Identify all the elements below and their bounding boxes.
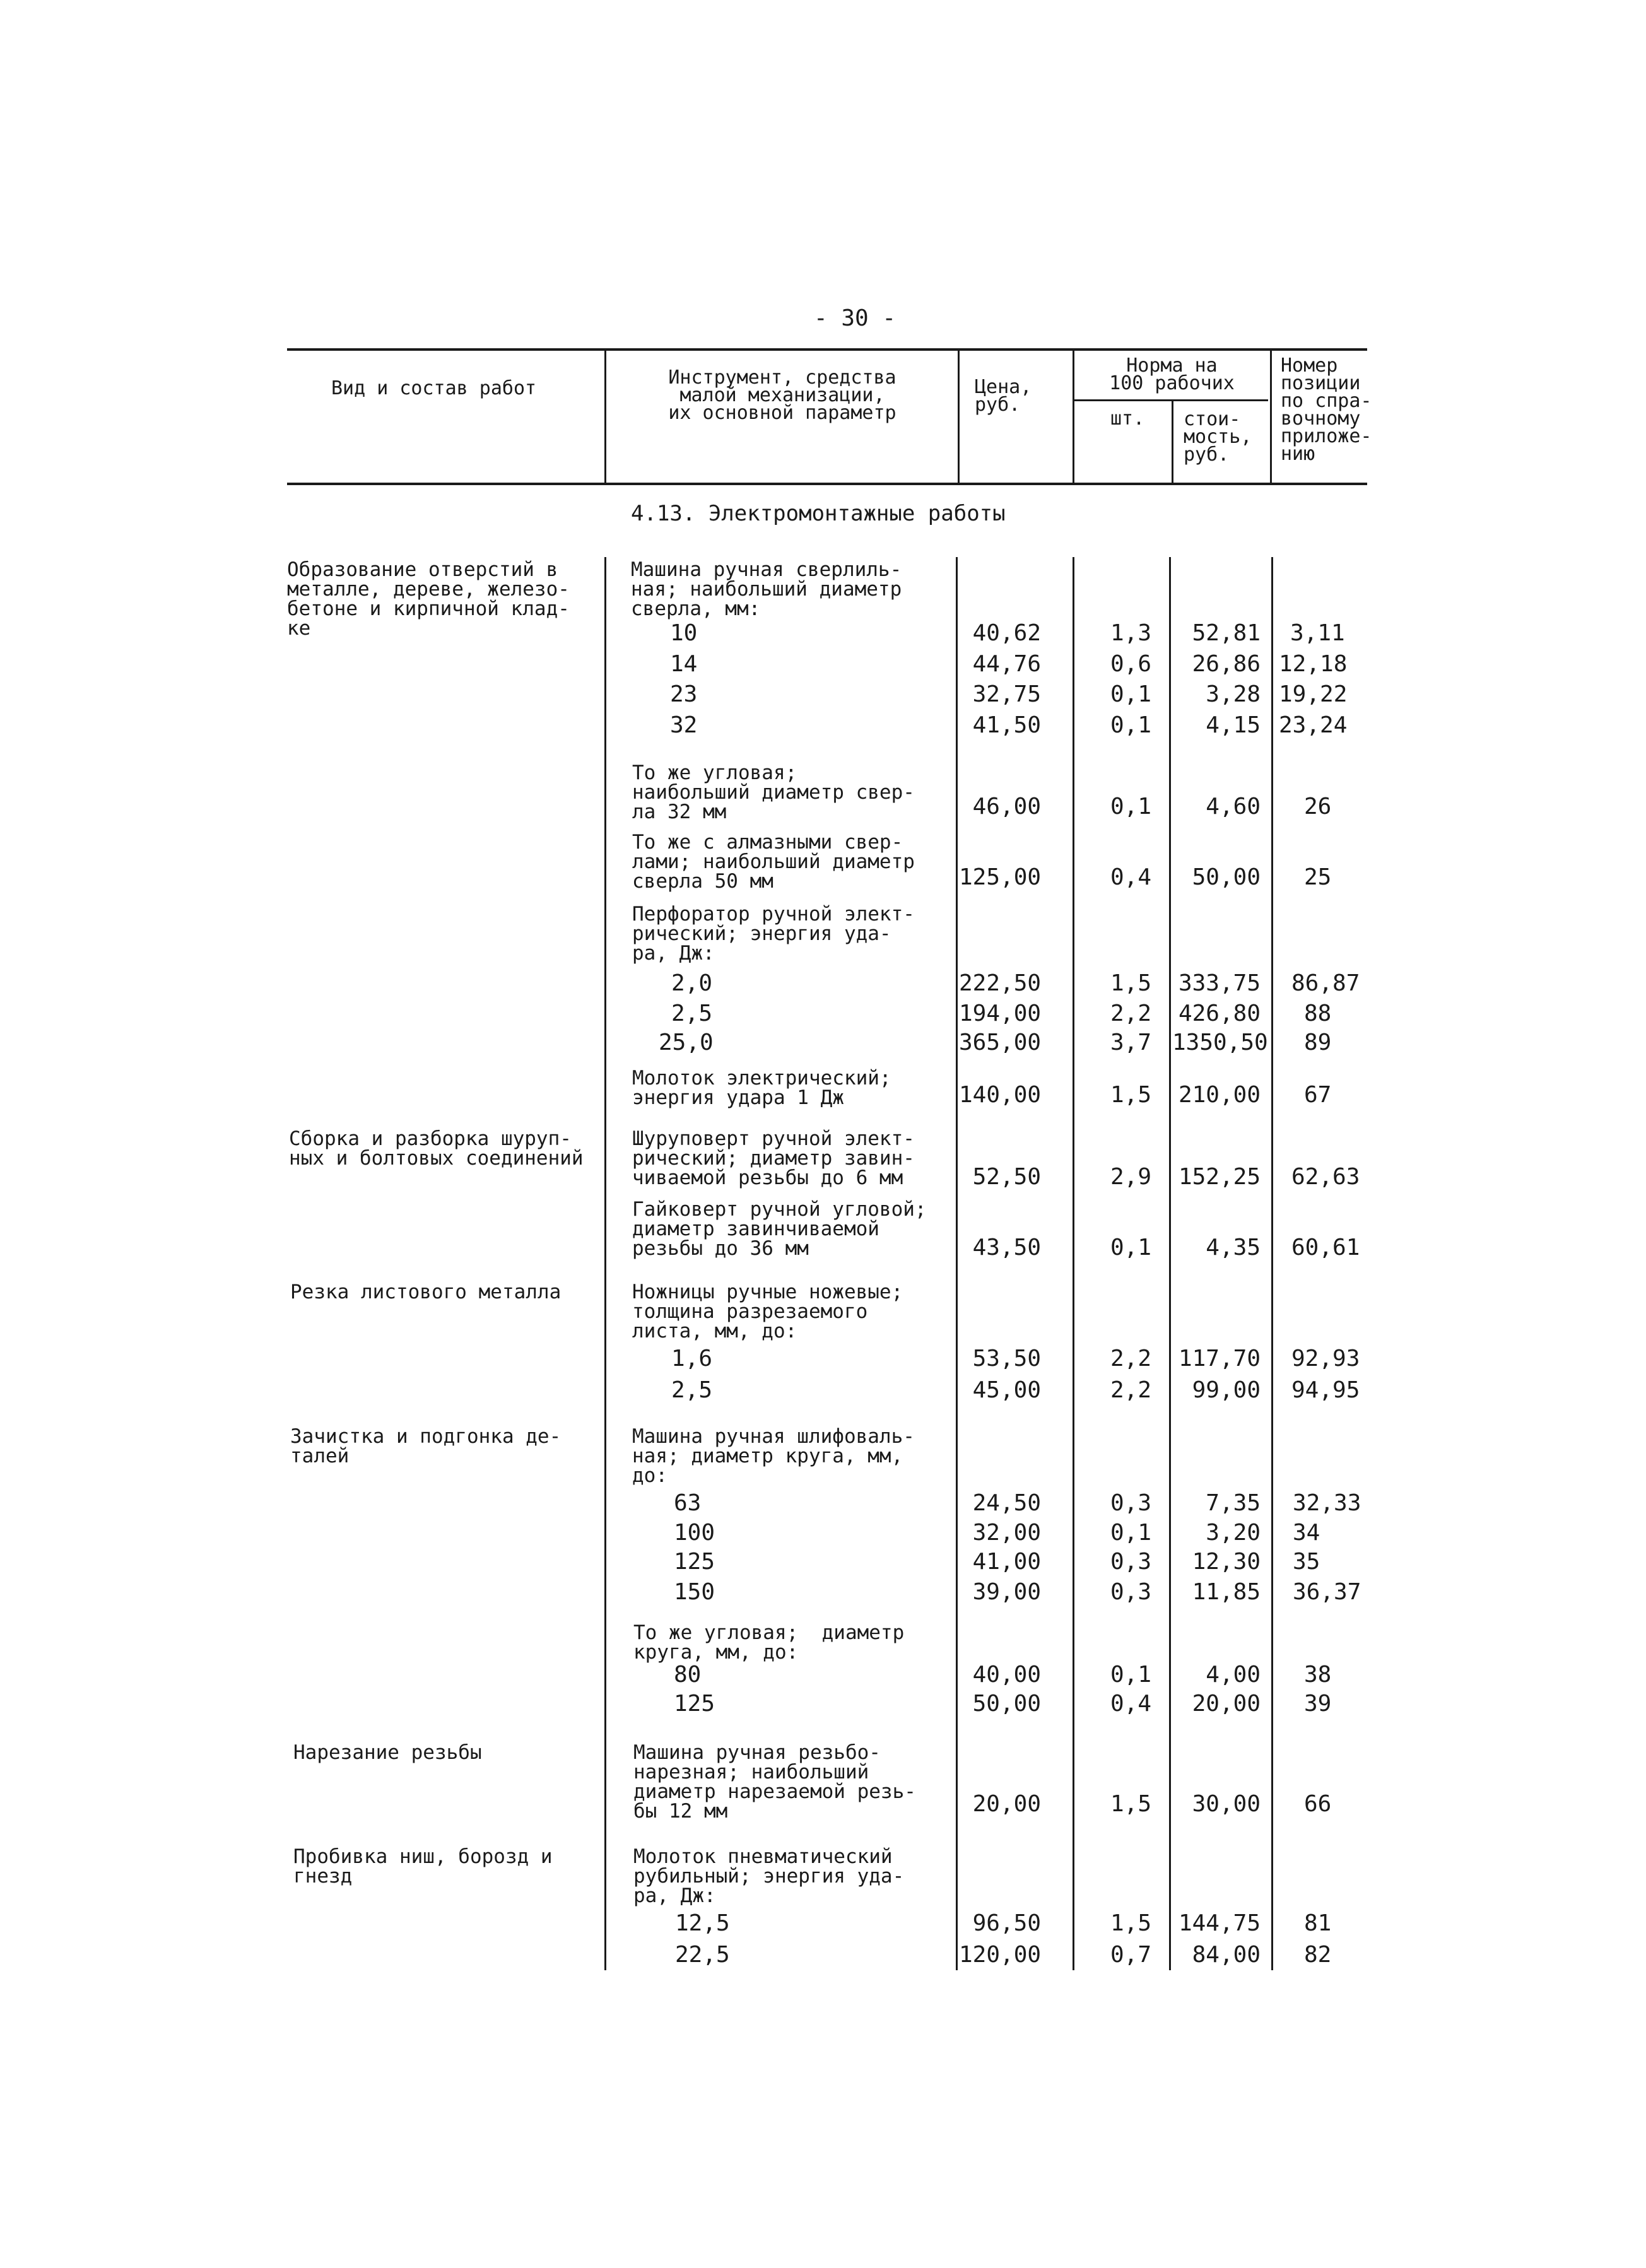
- row-position: 26: [1304, 794, 1332, 820]
- section-title: 4.13. Электромонтажные работы: [631, 501, 1006, 526]
- row-qty: 0,1: [1110, 794, 1151, 820]
- row-cost: 7,35: [1206, 1490, 1261, 1516]
- row-param: 14: [670, 651, 698, 677]
- body-divider-1: [604, 557, 606, 1970]
- row-price: 125,00: [959, 864, 1042, 890]
- header-norm-group: Норма на 100 рабочих: [1109, 355, 1235, 394]
- row-qty: 0,4: [1110, 1691, 1151, 1717]
- row-position: 12,18: [1279, 651, 1348, 677]
- row-param: 100: [674, 1520, 715, 1546]
- row-cost: 3,28: [1206, 681, 1261, 707]
- row-price: 20,00: [972, 1791, 1041, 1817]
- row-cost: 12,30: [1192, 1549, 1261, 1575]
- row-qty: 0,7: [1110, 1942, 1151, 1968]
- row-position: 89: [1304, 1030, 1332, 1055]
- header-bottom-rule: [287, 483, 1367, 485]
- row-price: 39,00: [972, 1579, 1041, 1605]
- row-position: 82: [1304, 1942, 1332, 1968]
- row-price: 40,00: [972, 1662, 1041, 1688]
- row-param: 2,5: [671, 1001, 713, 1026]
- row-position: 23,24: [1279, 712, 1348, 738]
- header-position: Номер позиции по спра- вочному приложе- нию: [1281, 355, 1372, 465]
- row-cost: 4,35: [1206, 1235, 1261, 1260]
- row-position: 88: [1304, 1001, 1332, 1026]
- row-price: 41,50: [972, 712, 1041, 738]
- row-position: 32,33: [1293, 1490, 1361, 1516]
- header-norm-qty: шт.: [1110, 408, 1145, 430]
- row-param: 12,5: [675, 1910, 730, 1936]
- row-price: 50,00: [972, 1691, 1041, 1717]
- row-param: 25,0: [659, 1030, 714, 1055]
- row-param: 2,0: [671, 970, 713, 996]
- row-cost: 52,81: [1192, 620, 1261, 646]
- table-top-rule: [287, 348, 1367, 351]
- row-position: 66: [1304, 1791, 1332, 1817]
- norm-group-rule: [1073, 399, 1268, 401]
- row-qty: 3,7: [1110, 1030, 1151, 1055]
- row-position: 25: [1304, 864, 1332, 890]
- tool-description: Машина ручная шлифоваль- ная; диаметр круга, мм, до:: [632, 1425, 915, 1487]
- row-cost: 1350,50: [1172, 1030, 1268, 1055]
- row-param: 32: [670, 712, 698, 738]
- row-position: 34: [1293, 1520, 1320, 1546]
- row-cost: 117,70: [1178, 1346, 1261, 1372]
- row-price: 40,62: [972, 620, 1041, 646]
- row-qty: 0,6: [1110, 651, 1151, 677]
- row-price: 43,50: [972, 1235, 1041, 1260]
- tool-description: То же угловая; наибольший диаметр свер- ла 32 мм: [632, 761, 915, 823]
- work-type: Зачистка и подгонка де- талей: [290, 1425, 561, 1467]
- tool-description: Перфоратор ручной элект- рический; энергия уда- ра, Дж:: [632, 903, 915, 965]
- row-qty: 2,2: [1110, 1377, 1151, 1403]
- header-divider-3: [1073, 348, 1074, 483]
- row-price: 44,76: [972, 651, 1041, 677]
- tool-description: Молоток электрический; энергия удара 1 Дж: [632, 1067, 891, 1109]
- row-param: 23: [670, 681, 698, 707]
- row-cost: 152,25: [1178, 1164, 1261, 1190]
- row-cost: 30,00: [1192, 1791, 1261, 1817]
- row-param: 1,6: [671, 1346, 713, 1372]
- work-type: Нарезание резьбы: [293, 1741, 482, 1764]
- page-number: - 30 -: [814, 305, 896, 331]
- work-type: Пробивка ниш, борозд и гнезд: [293, 1845, 553, 1888]
- row-price: 96,50: [972, 1910, 1041, 1936]
- row-qty: 0,3: [1110, 1579, 1151, 1605]
- row-price: 32,00: [972, 1520, 1041, 1546]
- row-position: 92,93: [1291, 1346, 1360, 1372]
- row-cost: 144,75: [1178, 1910, 1261, 1936]
- row-qty: 2,9: [1110, 1164, 1151, 1190]
- row-qty: 0,4: [1110, 864, 1151, 890]
- row-qty: 1,5: [1110, 970, 1151, 996]
- row-qty: 2,2: [1110, 1346, 1151, 1372]
- row-qty: 0,1: [1110, 1235, 1151, 1260]
- row-position: 39: [1304, 1691, 1332, 1717]
- row-price: 46,00: [972, 794, 1041, 820]
- row-param: 125: [674, 1691, 715, 1717]
- row-param: 2,5: [671, 1377, 713, 1403]
- row-price: 32,75: [972, 681, 1041, 707]
- tool-description: Машина ручная сверлиль- ная; наибольший диаметр сверла, мм:: [631, 558, 902, 620]
- row-position: 67: [1304, 1082, 1332, 1108]
- row-qty: 1,5: [1110, 1910, 1151, 1936]
- row-qty: 0,1: [1110, 712, 1151, 738]
- row-position: 62,63: [1291, 1164, 1360, 1190]
- tool-description: То же с алмазными свер- лами; наибольший диаметр сверла 50 мм: [632, 831, 915, 893]
- row-price: 53,50: [972, 1346, 1041, 1372]
- body-divider-3: [1073, 557, 1074, 1970]
- row-param: 125: [674, 1549, 715, 1575]
- tool-description: То же угловая; диаметр круга, мм, до:: [633, 1621, 905, 1664]
- row-cost: 3,20: [1206, 1520, 1261, 1546]
- header-price: Цена, руб.: [975, 376, 1032, 416]
- tool-description: Молоток пневматический рубильный; энергия уда- ра, Дж:: [633, 1845, 905, 1907]
- tool-description: Ножницы ручные ножевые; толщина разрезаемого листа, мм, до:: [632, 1281, 903, 1343]
- row-cost: 4,00: [1206, 1662, 1261, 1688]
- row-qty: 1,5: [1110, 1082, 1151, 1108]
- header-divider-2: [958, 348, 960, 483]
- row-cost: 26,86: [1192, 651, 1261, 677]
- row-param: 10: [670, 620, 698, 646]
- row-cost: 50,00: [1192, 864, 1261, 890]
- row-qty: 0,3: [1110, 1490, 1151, 1516]
- body-divider-2: [956, 557, 958, 1970]
- header-tool: Инструмент, средства малой механизации, их основной параметр: [668, 367, 896, 424]
- row-price: 41,00: [972, 1549, 1041, 1575]
- header-work-type: Вид и состав работ: [331, 377, 537, 399]
- row-price: 52,50: [972, 1164, 1041, 1190]
- row-qty: 2,2: [1110, 1001, 1151, 1026]
- row-price: 24,50: [972, 1490, 1041, 1516]
- row-position: 81: [1304, 1910, 1332, 1936]
- work-type: Резка листового металла: [290, 1281, 561, 1303]
- row-param: 63: [674, 1490, 702, 1516]
- body-divider-4: [1169, 557, 1171, 1970]
- row-position: 3,11: [1290, 620, 1345, 646]
- row-price: 194,00: [959, 1001, 1042, 1026]
- row-position: 94,95: [1291, 1377, 1360, 1403]
- row-position: 86,87: [1291, 970, 1360, 996]
- row-position: 35: [1293, 1549, 1320, 1575]
- header-divider-1: [604, 348, 606, 483]
- row-position: 36,37: [1293, 1579, 1361, 1605]
- row-qty: 0,1: [1110, 1662, 1151, 1688]
- row-qty: 1,5: [1110, 1791, 1151, 1817]
- row-price: 45,00: [972, 1377, 1041, 1403]
- row-qty: 0,3: [1110, 1549, 1151, 1575]
- row-price: 120,00: [959, 1942, 1042, 1968]
- row-cost: 426,80: [1178, 1001, 1261, 1026]
- work-type: Сборка и разборка шуруп- ных и болтовых соединений: [289, 1127, 584, 1170]
- row-cost: 333,75: [1178, 970, 1261, 996]
- row-param: 80: [674, 1662, 702, 1688]
- tool-description: Гайковерт ручной угловой; диаметр завинчиваемой резьбы до 36 мм: [632, 1198, 927, 1260]
- row-qty: 1,3: [1110, 620, 1151, 646]
- row-qty: 0,1: [1110, 1520, 1151, 1546]
- row-cost: 4,15: [1206, 712, 1261, 738]
- work-type: Образование отверстий в металле, дереве, железо- бетоне и кирпичной клад- ке: [287, 558, 570, 640]
- row-cost: 11,85: [1192, 1579, 1261, 1605]
- row-position: 60,61: [1291, 1235, 1360, 1260]
- row-position: 38: [1304, 1662, 1332, 1688]
- row-price: 140,00: [959, 1082, 1042, 1108]
- row-qty: 0,1: [1110, 681, 1151, 707]
- tool-description: Машина ручная резьбо- нарезная; наибольший диаметр нарезаемой резь- бы 12 мм: [633, 1741, 916, 1823]
- row-cost: 20,00: [1192, 1691, 1261, 1717]
- header-divider-5: [1270, 348, 1272, 483]
- header-norm-cost: стои- мость, руб.: [1184, 408, 1252, 466]
- body-divider-5: [1271, 557, 1273, 1970]
- row-price: 222,50: [959, 970, 1042, 996]
- row-price: 365,00: [959, 1030, 1042, 1055]
- row-cost: 84,00: [1192, 1942, 1261, 1968]
- row-cost: 99,00: [1192, 1377, 1261, 1403]
- row-param: 150: [674, 1579, 715, 1605]
- row-cost: 4,60: [1206, 794, 1261, 820]
- tool-description: Шуруповерт ручной элект- рический; диаметр завин- чиваемой резьбы до 6 мм: [632, 1127, 915, 1189]
- row-cost: 210,00: [1178, 1082, 1261, 1108]
- row-position: 19,22: [1279, 681, 1348, 707]
- header-divider-4: [1172, 400, 1173, 483]
- row-param: 22,5: [675, 1942, 730, 1968]
